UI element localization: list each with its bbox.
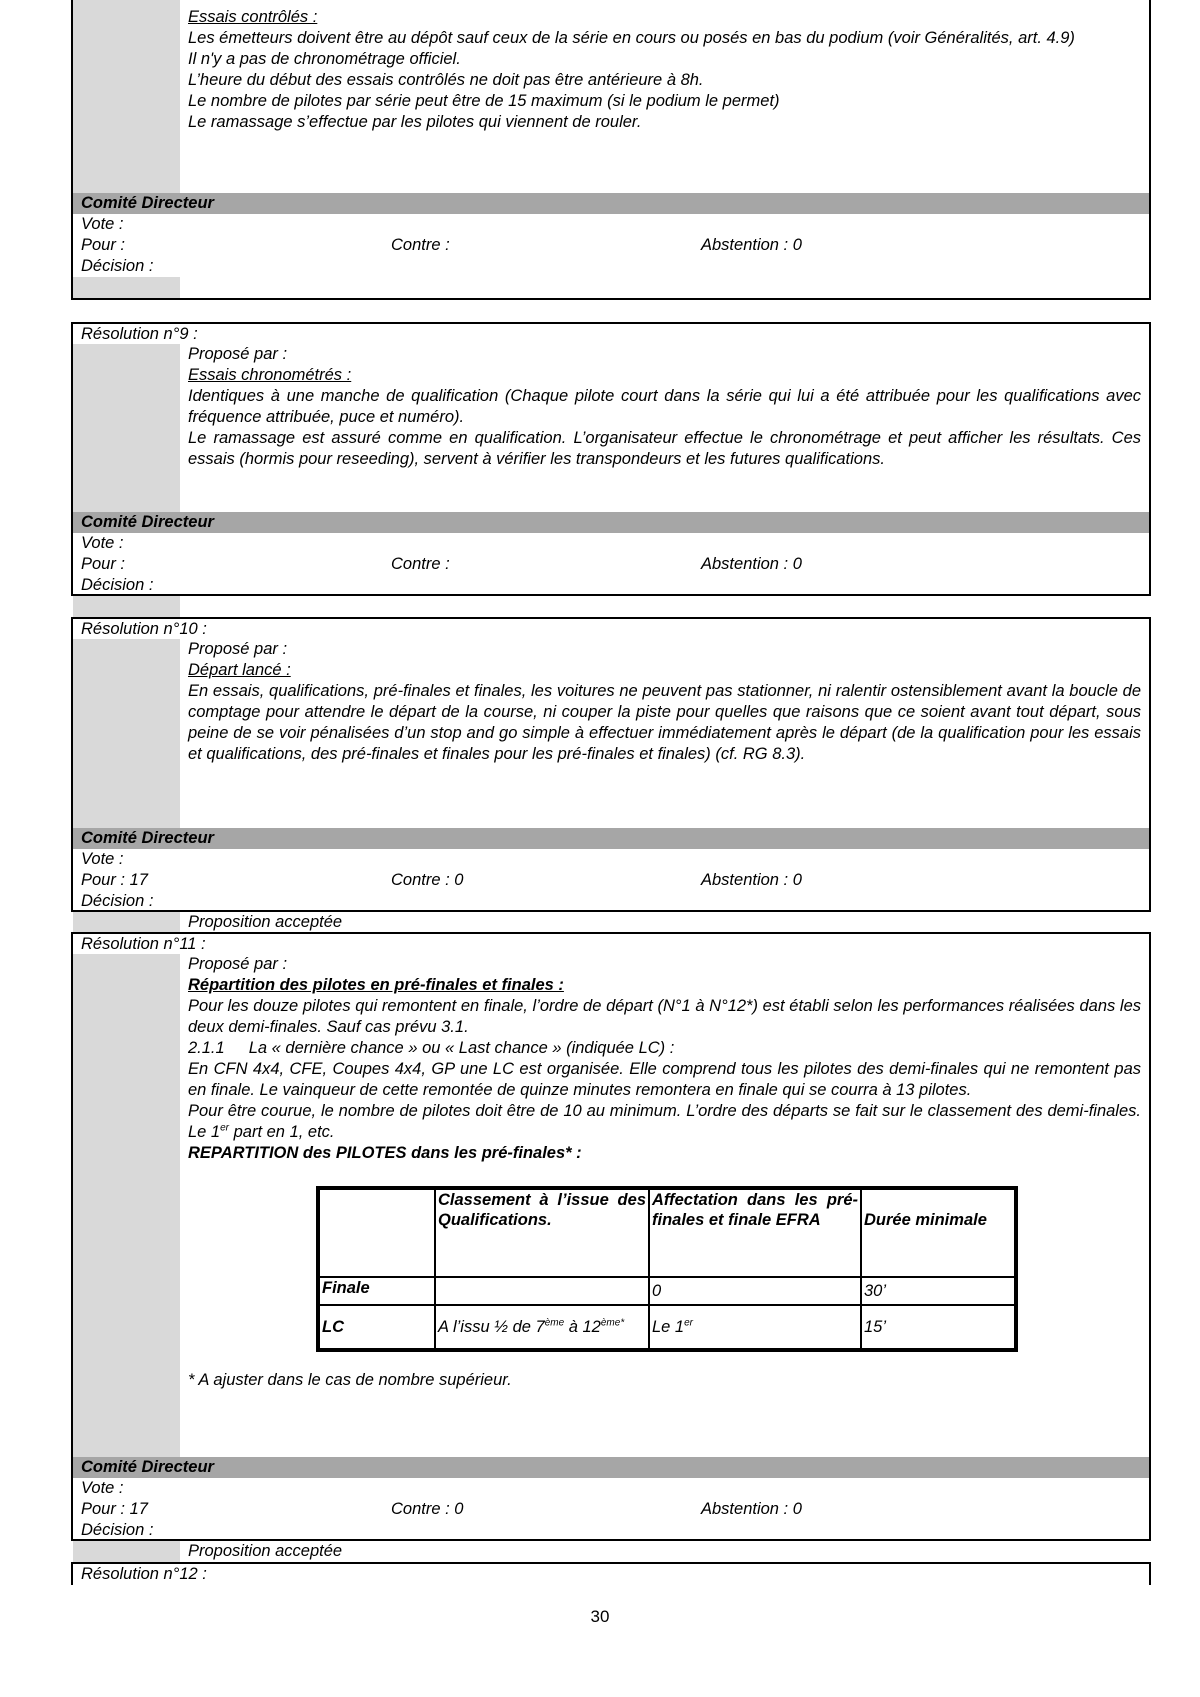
table-cell: Durée minimale bbox=[861, 1189, 1015, 1277]
abstention-value: Abstention : 0 bbox=[701, 555, 802, 573]
repartition-title: REPARTITION des PILOTES dans les pré-finales* : bbox=[188, 1144, 582, 1162]
tally-row bbox=[73, 1499, 1149, 1520]
decision-row bbox=[73, 1520, 1149, 1541]
resolution-9-box bbox=[71, 322, 1151, 596]
result-row bbox=[73, 912, 1149, 933]
footnote: * A ajuster dans le cas de nombre supérieur. bbox=[188, 1371, 512, 1389]
paragraph: En CFN 4x4, CFE, Coupes 4x4, GP une LC est organisée. Elle comprend tous les pilotes des demi-finales qui ne remontent pas en finale. Le vainqueur de cette remontée de quinze minutes remontera en finale qui se courra à 13 pilotes. bbox=[188, 1060, 1141, 1099]
line: Le ramassage s’effectue par les pilotes qui viennent de rouler. bbox=[188, 113, 642, 131]
tally-row bbox=[73, 870, 1149, 891]
section-heading: Départ lancé : bbox=[188, 661, 291, 679]
margin-column bbox=[73, 639, 180, 828]
decision-row bbox=[73, 256, 1149, 277]
table-cell bbox=[435, 1277, 649, 1305]
resolution-11-box bbox=[71, 932, 1151, 1560]
margin-column bbox=[73, 0, 180, 193]
decision-row bbox=[73, 575, 1149, 596]
table-cell: LC bbox=[319, 1305, 435, 1349]
table-cell: 30’ bbox=[861, 1277, 1015, 1305]
proposal-content bbox=[180, 344, 1149, 512]
resolution-title: Résolution n°11 : bbox=[81, 935, 206, 953]
proposed-by: Proposé par : bbox=[188, 955, 288, 973]
decision-label: Décision : bbox=[81, 1521, 154, 1539]
tally-row bbox=[73, 554, 1149, 575]
decision-label: Décision : bbox=[81, 257, 154, 275]
vote-row bbox=[73, 1478, 1149, 1499]
abstention-value: Abstention : 0 bbox=[701, 871, 802, 889]
margin-column bbox=[73, 277, 180, 298]
page-number: 30 bbox=[590, 1607, 610, 1626]
decision-row bbox=[73, 891, 1149, 912]
resolution-title: Résolution n°12 : bbox=[81, 1565, 207, 1583]
margin-column bbox=[73, 912, 180, 933]
resolution-10-box bbox=[71, 617, 1151, 931]
table-header-row bbox=[319, 1189, 1015, 1277]
result-text bbox=[180, 277, 1149, 298]
section-heading: Essais chronométrés : bbox=[188, 366, 352, 384]
result-row bbox=[73, 596, 1149, 617]
paragraph: Le ramassage est assuré comme en qualification. L’organisateur effectue le chronométrage et peut afficher les résultats. Ces essais (hormis pour reseeding), servent à vérifier les transpondeurs et les futures qualifications. bbox=[188, 429, 1141, 468]
margin-column bbox=[73, 596, 180, 617]
table-row bbox=[319, 1305, 1015, 1349]
vote-row bbox=[73, 533, 1149, 554]
vote-label: Vote : bbox=[81, 215, 124, 233]
contre-value: Contre : bbox=[391, 236, 450, 254]
pour-value: Pour : 17 bbox=[81, 871, 148, 889]
abstention-value: Abstention : 0 bbox=[701, 1500, 802, 1518]
table-cell bbox=[319, 1189, 435, 1277]
proposed-by: Proposé par : bbox=[188, 345, 288, 363]
resolution-8-box bbox=[71, 0, 1151, 300]
proposal-content bbox=[180, 0, 1149, 193]
vote-row bbox=[73, 214, 1149, 235]
proposal-section bbox=[73, 639, 1149, 828]
margin-column bbox=[73, 1541, 180, 1562]
table-cell: 0 bbox=[649, 1277, 861, 1305]
table-cell: A l’issu ½ de 7ème à $12^{ème*}$ bbox=[435, 1305, 649, 1349]
repartition-table bbox=[316, 1186, 1018, 1352]
decision-label: Décision : bbox=[81, 892, 154, 910]
line: Il n'y a pas de chronométrage officiel. bbox=[188, 50, 461, 68]
resolution-title: Résolution n°9 : bbox=[81, 325, 198, 343]
vote-label: Vote : bbox=[81, 850, 124, 868]
vote-row bbox=[73, 849, 1149, 870]
line: Les émetteurs doivent être au dépôt sauf ceux de la série en cours ou posés en bas du podium (voir Généralités, art. 4.9) bbox=[188, 29, 1075, 47]
line: Le nombre de pilotes par série peut être de 15 maximum (si le podium le permet) bbox=[188, 92, 780, 110]
contre-value: Contre : bbox=[391, 555, 450, 573]
contre-value: Contre : 0 bbox=[391, 1500, 464, 1518]
margin-column bbox=[73, 344, 180, 512]
abstention-value: Abstention : 0 bbox=[701, 236, 802, 254]
comite-directeur-bar: Comité Directeur bbox=[73, 828, 1149, 849]
table-cell: Le 1er bbox=[649, 1305, 861, 1349]
proposal-content bbox=[180, 954, 1149, 1457]
section-heading: Répartition des pilotes en pré-finales et finales : bbox=[188, 976, 564, 994]
comite-directeur-bar: Comité Directeur bbox=[73, 512, 1149, 533]
result-row bbox=[73, 277, 1149, 298]
decision-label: Décision : bbox=[81, 576, 154, 594]
proposal-section bbox=[73, 344, 1149, 512]
resolution-title: Résolution n°10 : bbox=[81, 620, 207, 638]
table-cell: Classement à l’issue des Qualifications. bbox=[435, 1189, 649, 1277]
margin-column bbox=[73, 954, 180, 1457]
comite-directeur-bar: Comité Directeur bbox=[73, 193, 1149, 214]
result-text bbox=[180, 596, 1149, 617]
result-row bbox=[73, 1541, 1149, 1562]
comite-directeur-bar: Comité Directeur bbox=[73, 1457, 1149, 1478]
subsection-title: La « dernière chance » ou « Last chance » (indiquée LC) : bbox=[248, 1039, 675, 1057]
paragraph: Pour les douze pilotes qui remontent en finale, l’ordre de départ (N°1 à N°12*) est établi selon les performances réalisées dans les deux demi-finales. Sauf cas prévu 3.1. bbox=[188, 997, 1141, 1036]
tally-row bbox=[73, 235, 1149, 256]
paragraph: Identiques à une manche de qualification (Chaque pilote court dans la série qui lui a été attribuée pour les qualifications avec fréquence attribuée, puce et numéro). bbox=[188, 387, 1141, 426]
proposal-section bbox=[73, 954, 1149, 1457]
vote-label: Vote : bbox=[81, 1479, 124, 1497]
paragraph: En essais, qualifications, pré-finales et finales, les voitures ne peuvent pas stationner, ni ralentir ostensiblement avant la boucle de comptage pour attendre le départ de la course, ni couper la piste pour quelles que raisons que ce soient avant tout départ, sous peine de se voir pénalisées d’un stop and go simple à effectuer immédiatement après le départ (de la qualification pour les essais et qualifications, des pré-finales et finales pour les pré-finales et finales) (cf. RG 8.3). bbox=[188, 682, 1141, 763]
subsection-number: 2.1.1 bbox=[188, 1039, 225, 1057]
vote-label: Vote : bbox=[81, 534, 124, 552]
line: L’heure du début des essais contrôlés ne doit pas être antérieure à 8h. bbox=[188, 71, 704, 89]
pour-value: Pour : bbox=[81, 236, 126, 254]
table-cell: 15’ bbox=[861, 1305, 1015, 1349]
proposal-content bbox=[180, 639, 1149, 828]
result-text: Proposition acceptée bbox=[188, 913, 343, 931]
pour-value: Pour : bbox=[81, 555, 126, 573]
table-row bbox=[319, 1277, 1015, 1305]
table-cell: Finale bbox=[319, 1277, 435, 1305]
section-heading: Essais contrôlés : bbox=[188, 8, 318, 26]
contre-value: Contre : 0 bbox=[391, 871, 464, 889]
subsection bbox=[188, 1038, 1141, 1059]
proposal-section bbox=[73, 0, 1149, 193]
proposed-by: Proposé par : bbox=[188, 640, 288, 658]
paragraph: Pour être courue, le nombre de pilotes doit être de 10 au minimum. L’ordre des départs se fait sur le classement des demi-finales. Le 1er part en 1, etc. bbox=[188, 1102, 1141, 1141]
table-cell: Affectation dans les pré-finales et finale EFRA bbox=[649, 1189, 861, 1277]
result-text: Proposition acceptée bbox=[188, 1542, 343, 1560]
resolution-12-box bbox=[71, 1562, 1151, 1585]
pour-value: Pour : 17 bbox=[81, 1500, 148, 1518]
